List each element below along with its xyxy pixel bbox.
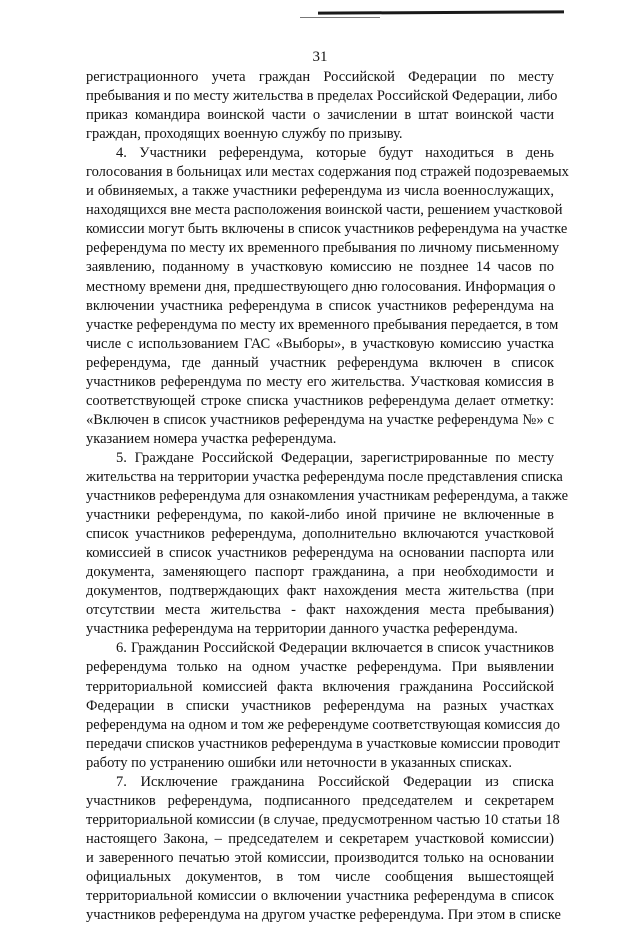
- paragraph: [86, 144, 569, 449]
- paragraph: [86, 68, 558, 144]
- text-line: находящихся вне места расположения воинской части, решением участковой: [86, 202, 563, 219]
- text-line: 4. Участники референдума, которые будут находиться в день: [116, 145, 554, 162]
- text-line: территориальной комиссии (в случае, предусмотренном частью 10 статьи 18: [86, 811, 560, 828]
- text-line: «Включен в список участников референдума на участке референдума №» с: [86, 411, 554, 428]
- header-rule-thin: [300, 17, 380, 18]
- document-body: [86, 68, 569, 925]
- text-line: участники референдума, по какой-либо иной причине не включенные в: [86, 507, 554, 524]
- text-line: комиссией в список участников референдума на основании паспорта или: [86, 545, 554, 562]
- text-line: 5. Граждане Российской Федерации, зарегистрированные по месту: [116, 449, 554, 466]
- text-line: 7. Исключение гражданина Российской Федерации из списка: [116, 773, 554, 790]
- text-line: территориальной комиссии о включении участника референдума в список: [86, 888, 554, 905]
- text-line: жительства на территории участка референдума после представления списка: [86, 468, 563, 485]
- text-line: участников референдума на другом участке референдума. При этом в списке: [86, 907, 561, 924]
- text-line: список участников референдума, дополнительно включаются участковой: [86, 526, 554, 543]
- text-line: граждан, проходящих военную службу по призыву.: [86, 126, 403, 143]
- text-line: отсутствии места жительства - факт нахождения места пребывания): [86, 602, 554, 619]
- text-line: работу по устранению ошибки или неточности в указанных списках.: [86, 754, 513, 771]
- text-line: референдума, где данный участник референдума включен в список: [86, 354, 554, 371]
- text-line: соответствующей строке списка участников референдума делает отметку:: [86, 392, 554, 409]
- text-line: участников референдума для ознакомления участникам референдума, а также: [86, 488, 569, 505]
- text-line: и обвиняемых, а также участники референдума из числа военнослужащих,: [86, 183, 554, 200]
- text-line: приказ командира воинской части о зачислении в штат воинской части: [86, 107, 554, 124]
- text-line: местному времени дня, предшествующего дню голосования. Информация о: [86, 278, 556, 295]
- paragraph: [86, 639, 561, 772]
- text-line: референдума только на одном участке референдума. При выявлении: [86, 659, 554, 676]
- text-line: документов, подтверждающих факт нахождения места жительства (при: [86, 583, 554, 600]
- text-line: регистрационного учета граждан Российской Федерации по месту: [86, 69, 554, 85]
- text-line: участника референдума на территории данного участка референдума.: [86, 621, 518, 638]
- page-number: 31: [312, 49, 328, 65]
- paragraph: [86, 773, 561, 925]
- text-line: участников референдума, подписанного председателем и секретарем: [86, 792, 554, 809]
- paragraph: [86, 449, 569, 639]
- text-line: территориальной комиссией факта включения гражданина Российской: [86, 678, 554, 695]
- text-line: 6. Гражданин Российской Федерации включается в список участников: [116, 640, 554, 657]
- text-line: передачи списков участников референдума в участковые комиссии проводит: [86, 735, 561, 752]
- text-line: референдума по месту их временного пребывания по личному письменному: [86, 240, 560, 257]
- text-line: заявлению, поданному в участковую комиссию не позднее 14 часов по: [86, 259, 554, 276]
- text-line: пребывания и по месту жительства в пределах Российской Федерации, либо: [86, 88, 558, 105]
- text-line: включении участника референдума в список участников референдума на: [86, 297, 554, 314]
- text-line: комиссии могут быть включены в список участников референдума на участке: [86, 221, 568, 238]
- text-line: указанием номера участка референдума.: [86, 430, 337, 447]
- text-line: документа, заменяющего паспорт гражданина, а при необходимости и: [86, 564, 554, 581]
- text-line: референдума на одном и том же референдуме соответствующая комиссия до: [86, 716, 560, 733]
- text-line: участке референдума по месту их временного пребывания передается, в том: [86, 316, 559, 333]
- text-line: настоящего Закона, – председателем и секретарем участковой комиссии): [86, 830, 554, 847]
- text-line: официальных документов, в том числе сообщения вышестоящей: [86, 868, 554, 885]
- text-line: участников референдума по месту его жительства. Участковая комиссия в: [86, 373, 554, 390]
- header-rule: [318, 10, 564, 14]
- text-line: числе с использованием ГАС «Выборы», в участковую комиссию участка: [86, 335, 554, 352]
- text-line: голосования в больницах или местах содержания под стражей подозреваемых: [86, 164, 569, 181]
- text-line: и заверенного печатью этой комиссии, производится только на основании: [86, 849, 554, 866]
- text-line: Федерации в списки участников референдума на разных участках: [86, 697, 554, 714]
